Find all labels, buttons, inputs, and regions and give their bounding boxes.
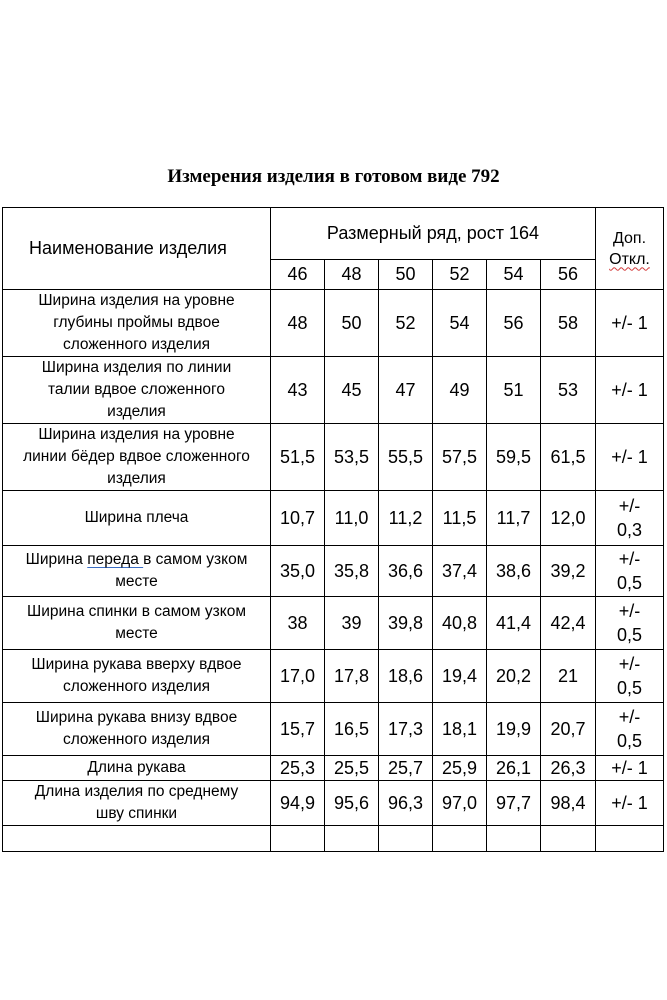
value-cell: 96,3 xyxy=(379,781,433,826)
row-name-line: шву спинки xyxy=(95,805,178,822)
row-name-part: в самом узком xyxy=(143,551,248,568)
deviation-line: 0,3 xyxy=(616,520,643,540)
value-cell: 59,5 xyxy=(487,424,541,491)
value-cell: 25,7 xyxy=(379,756,433,781)
deviation-cell xyxy=(596,546,664,597)
row-name-line: Ширина плеча xyxy=(84,509,189,526)
row-name-line: Ширина изделия на уровне xyxy=(38,292,235,309)
value-cell: 52 xyxy=(379,290,433,357)
row-name xyxy=(3,357,271,424)
value-cell: 20,7 xyxy=(541,703,596,756)
row-name-line: месте xyxy=(115,573,158,590)
value-cell: 95,6 xyxy=(325,781,379,826)
table-row xyxy=(3,781,664,826)
deviation-line: +/- xyxy=(618,549,641,569)
deviation-cell xyxy=(596,756,664,781)
value-cell: 25,5 xyxy=(325,756,379,781)
row-name-line: месте xyxy=(115,625,158,642)
value-cell: 35,8 xyxy=(325,546,379,597)
value-cell: 54 xyxy=(433,290,487,357)
value-cell: 45 xyxy=(325,357,379,424)
empty-cell xyxy=(325,826,379,852)
deviation-cell xyxy=(596,703,664,756)
row-name-underlined: переда xyxy=(87,551,144,568)
row-name-line: сложенного изделия xyxy=(62,731,211,748)
value-cell: 11,5 xyxy=(433,491,487,546)
row-name-line: линии бёдер вдвое сложенного xyxy=(23,448,250,465)
row-name-line: сложенного изделия xyxy=(62,336,211,353)
value-cell: 51 xyxy=(487,357,541,424)
value-cell: 35,0 xyxy=(271,546,325,597)
row-name-line: Ширина изделия на уровне xyxy=(38,426,235,443)
empty-cell xyxy=(271,826,325,852)
header-deviation-line2: Откл. xyxy=(609,250,650,268)
empty-cell xyxy=(379,826,433,852)
header-name-label: Наименование изделия xyxy=(29,238,227,258)
value-cell: 55,5 xyxy=(379,424,433,491)
deviation-line: 0,5 xyxy=(616,625,643,645)
row-name xyxy=(3,781,271,826)
value-cell: 11,7 xyxy=(487,491,541,546)
value-cell: 97,0 xyxy=(433,781,487,826)
deviation-line: +/- xyxy=(618,654,641,674)
value-cell: 18,6 xyxy=(379,650,433,703)
value-cell: 50 xyxy=(325,290,379,357)
value-cell: 25,9 xyxy=(433,756,487,781)
row-name-line: Ширина рукава вверху вдвое xyxy=(31,656,242,673)
size-4: 54 xyxy=(487,260,541,290)
value-cell: 48 xyxy=(271,290,325,357)
measurements-table xyxy=(2,207,664,852)
row-name xyxy=(3,546,271,597)
value-cell: 10,7 xyxy=(271,491,325,546)
deviation-line: +/- xyxy=(618,496,641,516)
deviation-line: 0,5 xyxy=(616,573,643,593)
deviation-cell xyxy=(596,650,664,703)
size-2: 50 xyxy=(379,260,433,290)
value-cell: 18,1 xyxy=(433,703,487,756)
value-cell: 19,4 xyxy=(433,650,487,703)
header-range-label: Размерный ряд, рост 164 xyxy=(326,223,540,243)
value-cell: 47 xyxy=(379,357,433,424)
deviation-cell xyxy=(596,597,664,650)
value-cell: 17,0 xyxy=(271,650,325,703)
size-1: 48 xyxy=(325,260,379,290)
deviation-line: +/- 1 xyxy=(611,380,648,400)
value-cell: 39,2 xyxy=(541,546,596,597)
empty-cell xyxy=(433,826,487,852)
row-name-line: Ширина изделия по линии xyxy=(41,359,232,376)
value-cell: 20,2 xyxy=(487,650,541,703)
value-cell: 57,5 xyxy=(433,424,487,491)
value-cell: 25,3 xyxy=(271,756,325,781)
value-cell: 58 xyxy=(541,290,596,357)
value-cell: 40,8 xyxy=(433,597,487,650)
value-cell: 56 xyxy=(487,290,541,357)
deviation-line: +/- xyxy=(618,601,641,621)
row-name-line: талии вдвое сложенного xyxy=(47,381,225,398)
deviation-cell xyxy=(596,491,664,546)
value-cell: 19,9 xyxy=(487,703,541,756)
table-row xyxy=(3,357,664,424)
value-cell: 39,8 xyxy=(379,597,433,650)
value-cell: 49 xyxy=(433,357,487,424)
row-name-line: Ширина рукава внизу вдвое xyxy=(35,709,238,726)
header-deviation-cell xyxy=(596,208,664,290)
size-0: 46 xyxy=(271,260,325,290)
deviation-line: +/- 1 xyxy=(611,313,648,333)
value-cell: 36,6 xyxy=(379,546,433,597)
table-row xyxy=(3,546,664,597)
row-name-part: Ширина xyxy=(25,551,88,568)
value-cell: 43 xyxy=(271,357,325,424)
header-range-cell xyxy=(271,208,596,260)
value-cell: 16,5 xyxy=(325,703,379,756)
empty-cell xyxy=(596,826,664,852)
row-name xyxy=(3,597,271,650)
document-title: Измерения изделия в готовом виде 792 xyxy=(167,166,500,187)
size-3: 52 xyxy=(433,260,487,290)
row-name-line: Ширина спинки в самом узком xyxy=(27,603,246,620)
deviation-line: +/- 1 xyxy=(611,447,648,467)
row-name xyxy=(3,650,271,703)
deviation-line: 0,5 xyxy=(616,678,643,698)
size-5: 56 xyxy=(541,260,596,290)
value-cell: 37,4 xyxy=(433,546,487,597)
value-cell: 17,8 xyxy=(325,650,379,703)
table-row xyxy=(3,597,664,650)
table-row xyxy=(3,290,664,357)
empty-cell xyxy=(3,826,271,852)
value-cell: 26,1 xyxy=(487,756,541,781)
value-cell: 38,6 xyxy=(487,546,541,597)
row-name-line: Длина изделия по среднему xyxy=(34,783,239,800)
value-cell: 53 xyxy=(541,357,596,424)
row-name-line: Длина рукава xyxy=(87,759,186,776)
value-cell: 98,4 xyxy=(541,781,596,826)
table-row xyxy=(3,703,664,756)
row-name-line: изделия xyxy=(107,470,166,487)
value-cell: 51,5 xyxy=(271,424,325,491)
empty-cell xyxy=(487,826,541,852)
row-name xyxy=(3,491,271,546)
deviation-cell xyxy=(596,290,664,357)
value-cell: 39 xyxy=(325,597,379,650)
empty-row xyxy=(3,826,664,852)
deviation-line: +/- 1 xyxy=(611,758,648,778)
value-cell: 12,0 xyxy=(541,491,596,546)
table-row xyxy=(3,756,664,781)
value-cell: 53,5 xyxy=(325,424,379,491)
row-name xyxy=(3,424,271,491)
value-cell: 42,4 xyxy=(541,597,596,650)
deviation-line: +/- 1 xyxy=(611,793,648,813)
value-cell: 21 xyxy=(541,650,596,703)
value-cell: 15,7 xyxy=(271,703,325,756)
empty-cell xyxy=(541,826,596,852)
value-cell: 17,3 xyxy=(379,703,433,756)
deviation-cell xyxy=(596,781,664,826)
value-cell: 11,0 xyxy=(325,491,379,546)
deviation-line: +/- xyxy=(618,707,641,727)
value-cell: 97,7 xyxy=(487,781,541,826)
value-cell: 11,2 xyxy=(379,491,433,546)
row-name-line: глубины проймы вдвое xyxy=(53,314,220,331)
value-cell: 61,5 xyxy=(541,424,596,491)
row-name xyxy=(3,703,271,756)
table-row xyxy=(3,491,664,546)
deviation-cell xyxy=(596,424,664,491)
header-name-cell xyxy=(3,208,271,290)
value-cell: 38 xyxy=(271,597,325,650)
row-name-line: сложенного изделия xyxy=(62,678,211,695)
value-cell: 41,4 xyxy=(487,597,541,650)
deviation-cell xyxy=(596,357,664,424)
deviation-line: 0,5 xyxy=(616,731,643,751)
table-row xyxy=(3,650,664,703)
header-deviation-line1: Доп. xyxy=(612,229,647,247)
row-name xyxy=(3,290,271,357)
value-cell: 26,3 xyxy=(541,756,596,781)
row-name xyxy=(3,756,271,781)
value-cell: 94,9 xyxy=(271,781,325,826)
row-name-line: изделия xyxy=(107,403,166,420)
table-row xyxy=(3,424,664,491)
